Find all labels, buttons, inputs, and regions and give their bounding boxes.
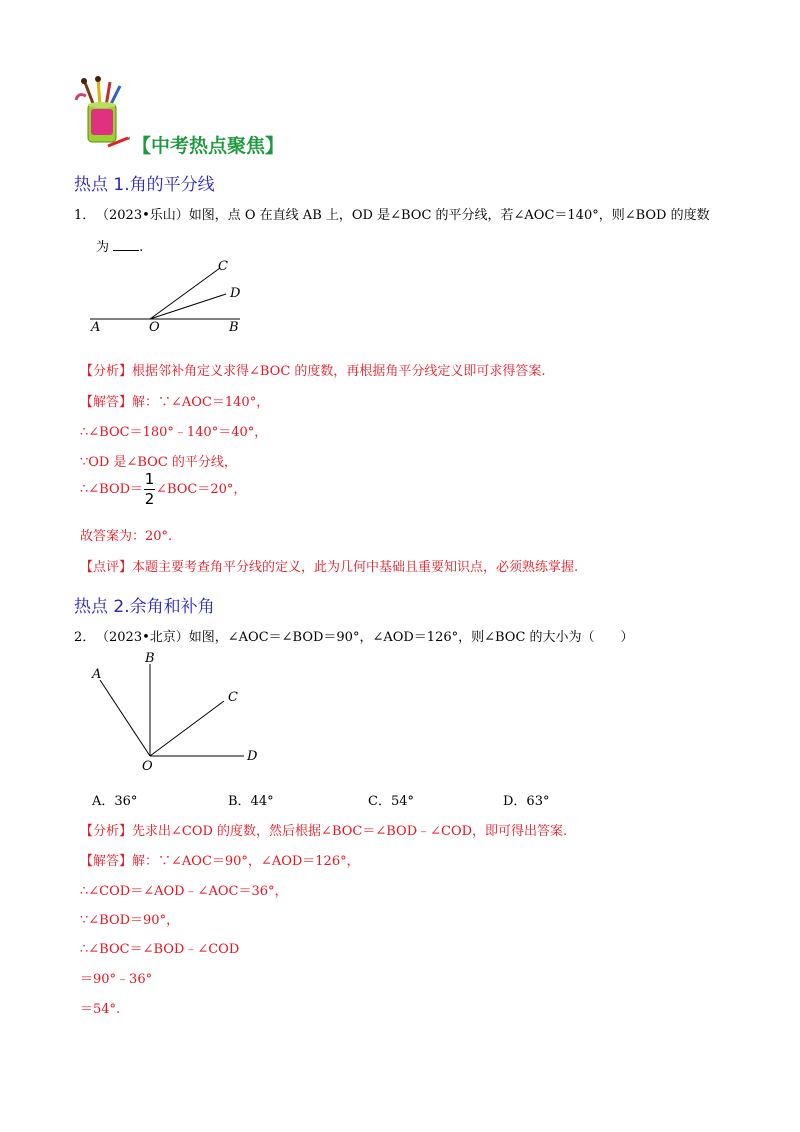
q2-text: （2023•北京）如图，∠AOC＝∠BOD＝90°，∠AOD＝126°，则∠BOC 的大小为（ ）	[96, 630, 634, 645]
label-C: C	[218, 259, 228, 274]
q1-answer-line3: ∵OD 是∠BOC 的平分线，	[80, 455, 237, 470]
q2-number: 2．	[74, 630, 96, 645]
q2-analysis: 【分析】先求出∠COD 的度数，然后根据∠BOC＝∠BOD﹣∠COD，即可得出答案.	[80, 824, 568, 839]
q1-answer-line4-post: ∠BOC＝20°，	[156, 482, 247, 497]
label-B: B	[145, 651, 155, 666]
label-B: B	[229, 320, 239, 335]
fraction-one-half	[144, 472, 155, 507]
q1-answer-blank	[113, 238, 139, 251]
pencil-cup-logo	[74, 76, 130, 154]
q2-answer-line4: ∴∠BOC＝∠BOD﹣∠COD	[80, 942, 240, 957]
label-O: O	[149, 320, 160, 335]
q1-text-line2	[96, 236, 143, 255]
q1-number: 1．	[74, 208, 96, 223]
option-a[interactable]: A．36°	[92, 794, 138, 809]
label-O: O	[142, 759, 153, 774]
label-C: C	[228, 690, 238, 705]
q1-answer-line5: 故答案为：20°.	[80, 529, 173, 544]
q1-text-post: .	[139, 240, 144, 255]
q1-answer-line1: 【解答】解：∵∠AOC＝140°，	[80, 395, 270, 410]
section1-heading: 热点 1.角的平分线	[74, 175, 215, 195]
q1-answer-line2: ∴∠BOC＝180°﹣140°＝40°，	[80, 425, 268, 440]
q1-answer-line4	[80, 472, 246, 507]
q1-text: （2023•乐山）如图，点 O 在直线 AB 上，OD 是∠BOC 的平分线，若∠AOC＝140°，则∠BOD 的度数	[96, 208, 710, 223]
q1-analysis: 【分析】根据邻补角定义求得∠BOC 的度数，再根据角平分线定义即可求得答案.	[80, 364, 546, 379]
option-d[interactable]: D．63°	[503, 794, 550, 809]
figure-1	[88, 256, 258, 336]
figure-2	[88, 646, 268, 776]
q1-text-pre: 为	[96, 240, 110, 255]
ray-OC	[150, 701, 224, 756]
q2-answer-line6: ＝54°.	[80, 1002, 121, 1017]
fraction-denominator: 2	[144, 490, 155, 508]
q2-answer-line1: 【解答】解：∵∠AOC＝90°，∠AOD＝126°，	[80, 854, 360, 869]
fraction-numerator: 1	[144, 470, 155, 488]
q2-answer-line5: ＝90°﹣36°	[80, 972, 153, 987]
q1-answer-line4-pre: ∴∠BOD＝	[80, 482, 144, 497]
ray-OD	[150, 294, 226, 319]
q2-answer-line2: ∴∠COD＝∠AOD﹣∠AOC＝36°，	[80, 884, 288, 899]
option-c[interactable]: C．54°	[368, 794, 414, 809]
option-b[interactable]: B．44°	[228, 794, 274, 809]
label-D: D	[230, 286, 241, 301]
section2-heading: 热点 2.余角和补角	[74, 597, 215, 617]
banner-title: 【中考热点聚焦】	[132, 135, 285, 157]
label-D: D	[247, 749, 258, 764]
q2-answer-line3: ∵∠BOD＝90°，	[80, 913, 180, 928]
q1-comment: 【点评】本题主要考查角平分线的定义，此为几何中基础且重要知识点，必须熟练掌握.	[80, 560, 579, 575]
ray-OC	[150, 268, 220, 319]
label-A: A	[92, 667, 102, 682]
label-A: A	[91, 320, 101, 335]
ray-OA	[100, 680, 150, 756]
